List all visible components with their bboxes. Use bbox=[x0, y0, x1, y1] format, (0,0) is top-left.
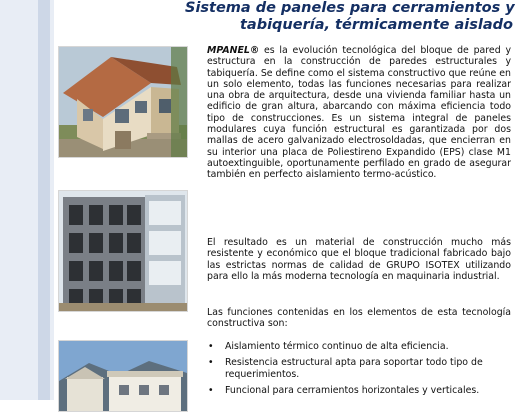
brand-name: MPANEL® bbox=[207, 45, 260, 56]
left-sidebar-band bbox=[0, 0, 54, 400]
bullet-icon: • bbox=[208, 384, 214, 396]
list-item bbox=[207, 385, 511, 396]
list-item-text: Resistencia estructural apta para soportar todo tipo de requerimientos. bbox=[225, 357, 483, 380]
houses-photo bbox=[58, 340, 188, 412]
list-item bbox=[207, 341, 511, 352]
sidebar-stripe bbox=[38, 0, 50, 400]
functions-intro-paragraph: Las funciones contenidas en los elementos de esta tecnología constructiva son: bbox=[207, 307, 511, 330]
bullet-icon: • bbox=[208, 341, 214, 352]
functions-list bbox=[207, 341, 511, 401]
list-item-text: Funcional para cerramientos horizontales y verticales. bbox=[225, 384, 480, 396]
building-illustration bbox=[59, 191, 187, 311]
page-title bbox=[185, 0, 513, 34]
list-item-text: Aislamiento térmico continuo de alta eficiencia. bbox=[225, 341, 449, 352]
intro-paragraph bbox=[207, 45, 511, 181]
house-cutaway-photo bbox=[58, 46, 188, 158]
title-line-1: Sistema de paneles para cerramientos y bbox=[185, 0, 515, 16]
intro-text: es la evolución tecnológica del bloque de pared y estructura en la construcción de paredes estructurales y tabiquería. Se define como el sistema constructivo que reúne en un solo elemento, todas las funciones necesarias para realizar una obra de arquitectura, desde una vivienda familiar hasta un edificio de gran altura, abarcando con máxima eficiencia todo tipo de construcciones. Es un sistema integral de paneles modulares cuya función estructural es garantizada por dos mallas de acero galvanizado electrosoldadas, que encierran en su interior una placa de Poliestireno Expandido (EPS) clase M1 autoextinguible, oportunamente perfilado en grado de asegurar también en perfecto aislamiento termo-acústico. bbox=[207, 45, 511, 181]
list-item bbox=[207, 357, 511, 380]
bullet-icon: • bbox=[208, 357, 214, 369]
house-illustration bbox=[59, 47, 187, 157]
result-paragraph: El resultado es un material de construcción mucho más resistente y económico que el bloque tradicional fabricado bajo las estrictas normas de calidad de GRUPO ISOTEX utilizando para ello la más moderna tecnología en maquinaria industrial. bbox=[207, 237, 511, 282]
houses-illustration bbox=[59, 341, 187, 411]
title-line-2: tabiquería, térmicamente aislado bbox=[239, 17, 513, 33]
building-frame-photo bbox=[58, 190, 188, 312]
